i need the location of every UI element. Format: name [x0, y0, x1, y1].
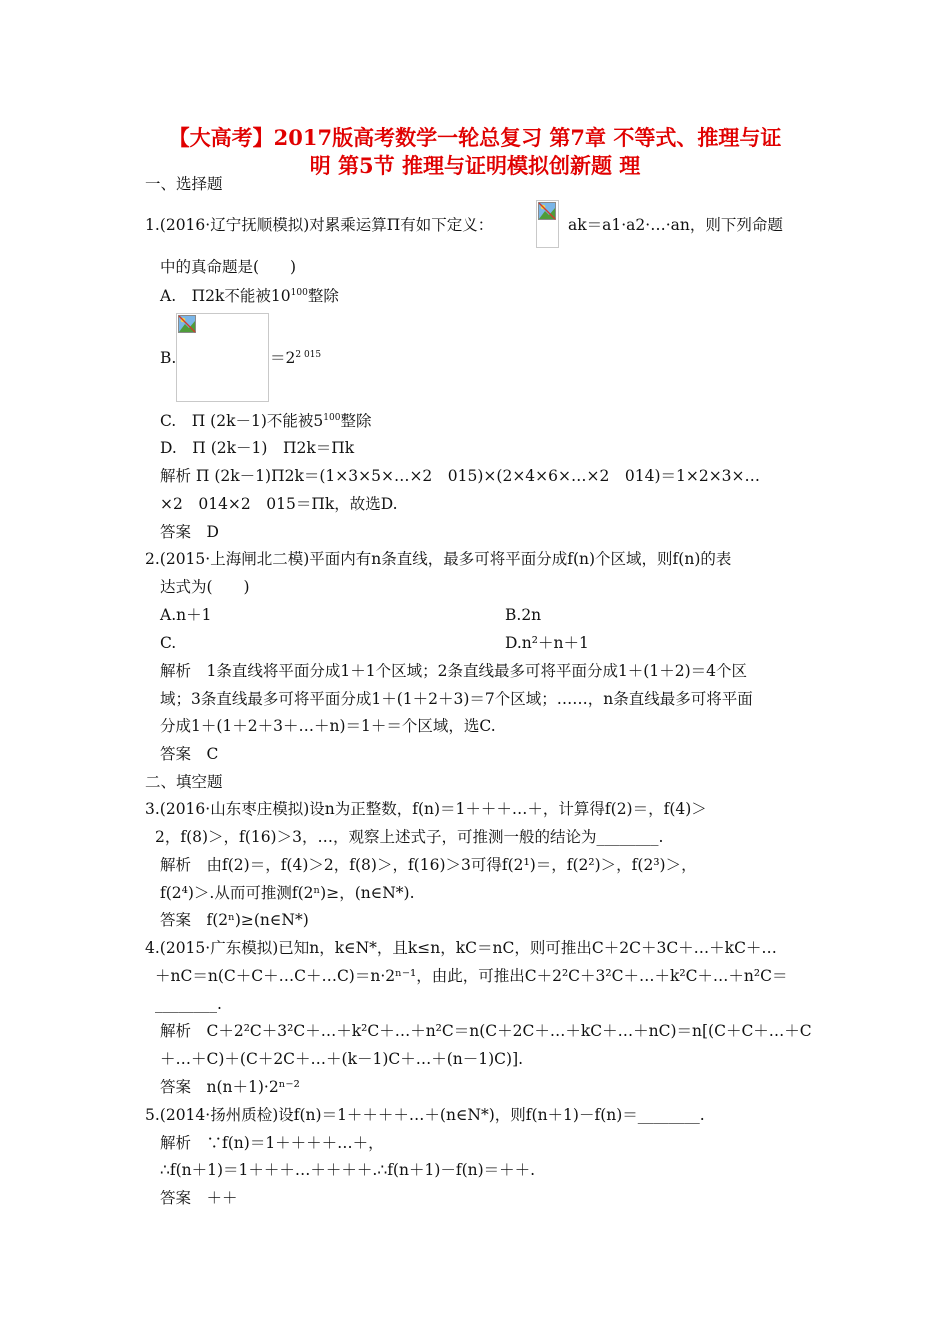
q4-stem-line-2: ＋nC＝n(C＋C＋…C＋…C)＝n·2ⁿ⁻¹，由此，可推出C＋2²C＋3²C＋…＋k²C＋…＋n²C＝ — [155, 967, 788, 985]
q2-option-a: A.n＋1 — [160, 606, 212, 624]
q3-analysis-line-2: f(2⁴)＞.从而可推测f(2ⁿ)≥，(n∈N*). — [160, 884, 415, 902]
q1-option-d: D. Π (2k－1) Π2k＝Πk — [160, 439, 355, 457]
q2-answer: 答案 C — [160, 745, 219, 763]
q4-analysis-line-2: ＋…＋C)＋(C＋2C＋…＋(k－1)C＋…＋(n－1)C)]. — [160, 1050, 524, 1068]
q2-option-c: C. — [160, 634, 177, 652]
q2-stem-line-1: 2.(2015·上海闸北二模)平面内有n条直线，最多可将平面分成f(n)个区域，则f(n)的表 — [145, 550, 732, 568]
q2-analysis-line-2: 域；3条直线最多可将平面分成1＋(1＋2＋3)＝7个区域；……，n条直线最多可将平面 — [160, 690, 753, 708]
q3-stem-line-1: 3.(2016·山东枣庄模拟)设n为正整数，f(n)＝1＋＋＋…＋，计算得f(2)＝，f(4)＞ — [145, 800, 707, 818]
q1-answer: 答案 D — [160, 523, 219, 541]
q5-analysis-line-1: 解析 ∵f(n)＝1＋＋＋＋…＋， — [160, 1134, 384, 1152]
q1-option-b-rhs: $=2^{2 015}$ — [270, 349, 322, 367]
q2-stem-line-2: 达式为( ) — [160, 578, 250, 596]
q2-analysis-line-3: 分成1＋(1＋2＋3＋…＋n)＝1＋＝个区域，选C. — [160, 717, 496, 735]
q1-definition: ak＝a1·a2·…·an，则下列命题 — [568, 216, 783, 234]
q4-analysis-line-1: 解析 C＋2²C＋3²C＋…＋k²C＋…＋n²C＝n(C＋2C＋…＋kC＋…＋nC)＝n[(C＋C＋…＋C — [160, 1022, 812, 1040]
q1-analysis-line-2: ×2 014×2 015＝Πk，故选D. — [160, 495, 398, 513]
broken-image-icon — [178, 315, 196, 333]
q4-stem-line-1: 4.(2015·广东模拟)已知n，k∈N*，且k≤n，kC＝nC，则可推出C＋2C＋3C＋…＋kC＋… — [145, 939, 777, 957]
q1-option-c: C. Π (2k－1)不能被$5^{100}$整除 — [160, 412, 372, 430]
q2-option-d: D.n²＋n＋1 — [505, 634, 589, 652]
document-title-line-2: 明 第5节 推理与证明模拟创新题 理 — [309, 153, 641, 178]
q2-option-b: B.2n — [505, 606, 542, 624]
q4-answer: 答案 n(n＋1)·2ⁿ⁻² — [160, 1078, 300, 1096]
q3-stem-line-2: 2，f(8)＞，f(16)＞3，…，观察上述式子，可推测一般的结论为________. — [155, 828, 664, 846]
q1-intro: 1.(2016·辽宁抚顺模拟)对累乘运算Π有如下定义： — [145, 216, 494, 234]
q1-option-b-label: B. — [160, 349, 177, 367]
q5-analysis-line-2: ∴f(n＋1)＝1＋＋＋…＋＋＋＋.∴f(n＋1)－f(n)＝＋＋. — [160, 1161, 536, 1179]
broken-image-icon — [538, 202, 556, 220]
q1-stem-continued: 中的真命题是( ) — [160, 258, 297, 276]
q3-answer: 答案 f(2ⁿ)≥(n∈N*) — [160, 911, 309, 929]
broken-image-formula-placeholder — [536, 200, 559, 248]
q1-analysis-line-1: 解析 Π (2k－1)Π2k＝(1×3×5×…×2 015)×(2×4×6×…×2 014)＝1×2×3×… — [160, 467, 761, 485]
q5-stem: 5.(2014·扬州质检)设f(n)＝1＋＋＋＋…＋(n∈N*)，则f(n＋1)－f(n)＝________. — [145, 1106, 705, 1124]
q4-stem-line-3: ________. — [155, 995, 222, 1013]
document-title-line-1: 【大高考】2017版高考数学一轮总复习 第7章 不等式、推理与证 — [168, 125, 782, 150]
broken-image-option-b-placeholder — [176, 313, 269, 402]
section-heading-choice: 一、选择题 — [145, 175, 223, 193]
q1-option-a: A. Π2k不能被$10^{100}$整除 — [160, 287, 339, 305]
section-heading-fill-blank: 二、填空题 — [145, 773, 223, 791]
q5-answer: 答案 ＋＋ — [160, 1189, 238, 1207]
q3-analysis-line-1: 解析 由f(2)＝，f(4)＞2，f(8)＞，f(16)＞3可得f(2¹)＝，f(2²)＞，f(2³)＞， — [160, 856, 697, 874]
q2-analysis-line-1: 解析 1条直线将平面分成1＋1个区域；2条直线最多可将平面分成1＋(1＋2)＝4个区 — [160, 662, 747, 680]
